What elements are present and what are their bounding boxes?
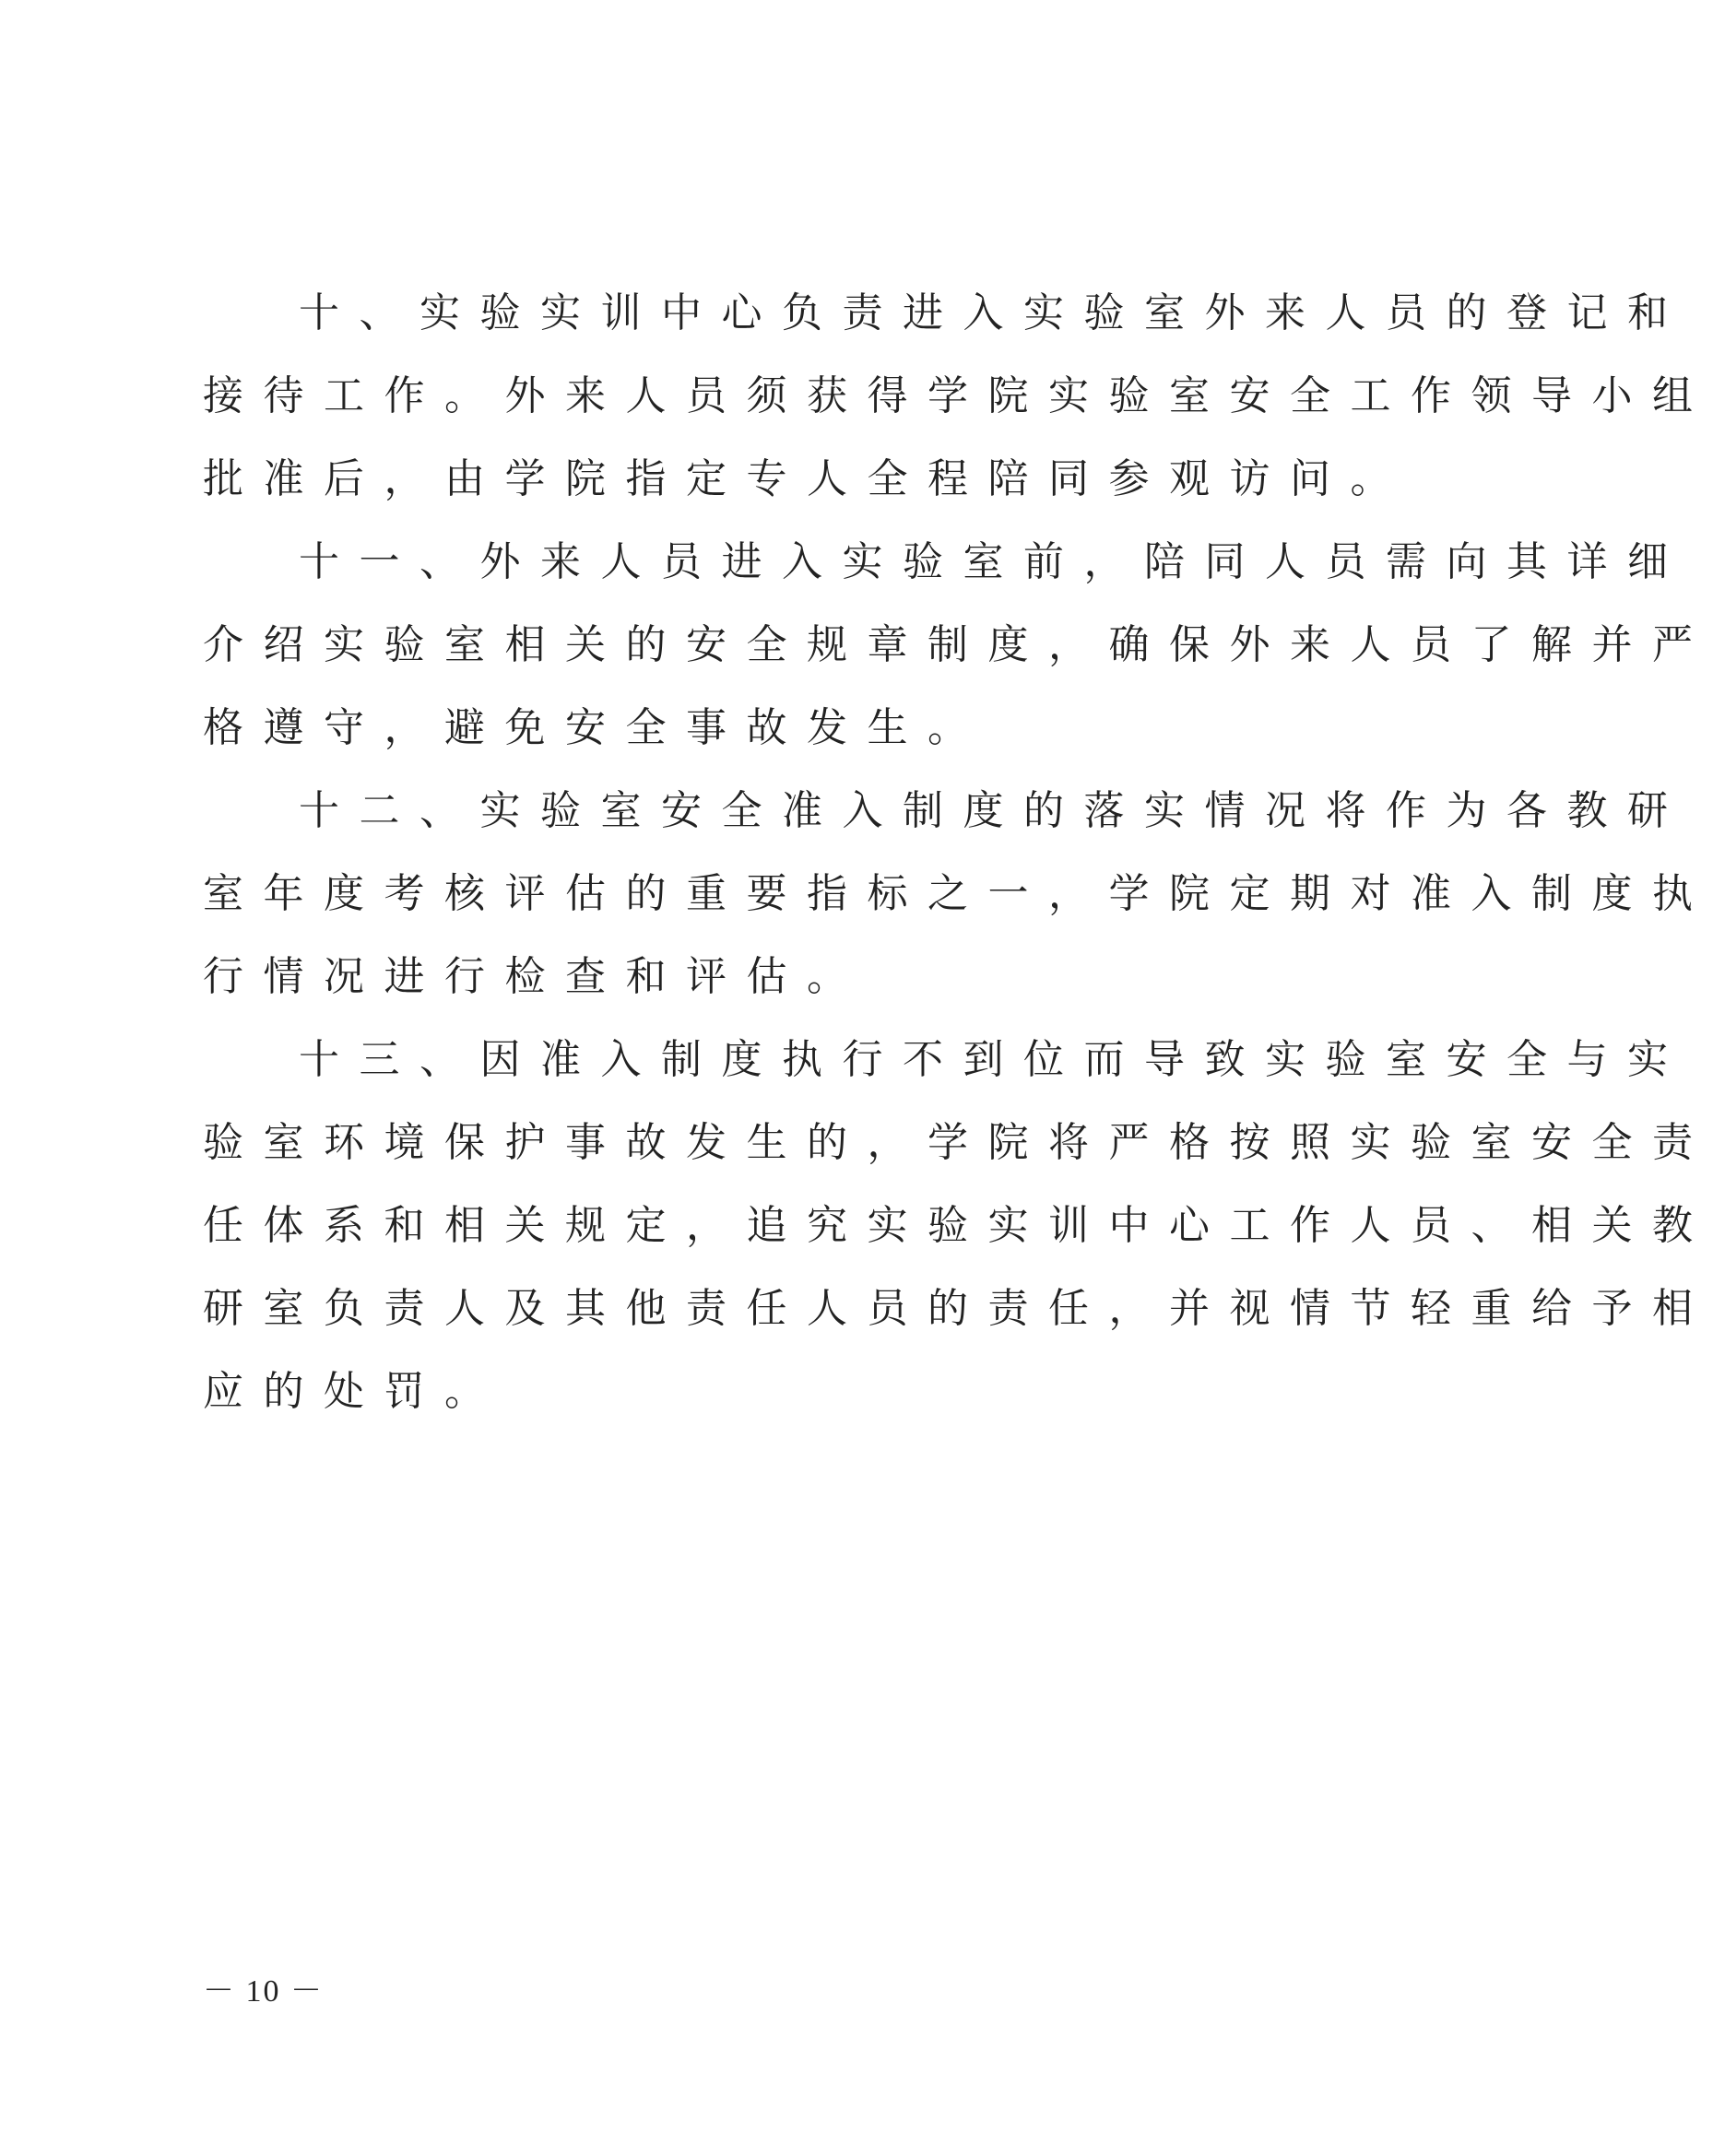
page-number: － 10 －: [203, 1974, 324, 2009]
paragraph-13: [203, 1019, 1713, 1433]
text-line: 十三、因准入制度执行不到位而导致实验室安全与实: [299, 1036, 1688, 1083]
text-line: 任体系和相关规定，追究实验实训中心工作人员、相关教: [203, 1202, 1713, 1249]
text-line: 研室负责人及其他责任人员的责任，并视情节轻重给予相: [203, 1285, 1713, 1332]
paragraph-10: [203, 272, 1713, 521]
document-body: [203, 272, 1713, 1433]
text-line: 应的处罚。: [203, 1368, 505, 1415]
paragraph-11: [203, 521, 1713, 770]
text-line: 接待工作。外来人员须获得学院实验室安全工作领导小组: [203, 372, 1713, 419]
text-line: 十一、外来人员进入实验室前，陪同人员需向其详细: [299, 538, 1688, 585]
text-line: 室年度考核评估的重要指标之一，学院定期对准入制度执: [203, 870, 1713, 917]
text-line: 行情况进行检查和评估。: [203, 953, 868, 1000]
text-line: 十二、实验室安全准入制度的落实情况将作为各教研: [299, 787, 1688, 834]
text-line: 介绍实验室相关的安全规章制度，确保外来人员了解并严: [203, 621, 1713, 668]
text-line: 验室环境保护事故发生的，学院将严格按照实验室安全责: [203, 1119, 1713, 1166]
text-line: 格遵守，避免安全事故发生。: [203, 704, 988, 751]
text-line: 批准后，由学院指定专人全程陪同参观访问。: [203, 455, 1411, 502]
paragraph-12: [203, 770, 1713, 1019]
text-line: 十、实验实训中心负责进入实验室外来人员的登记和: [299, 289, 1688, 336]
